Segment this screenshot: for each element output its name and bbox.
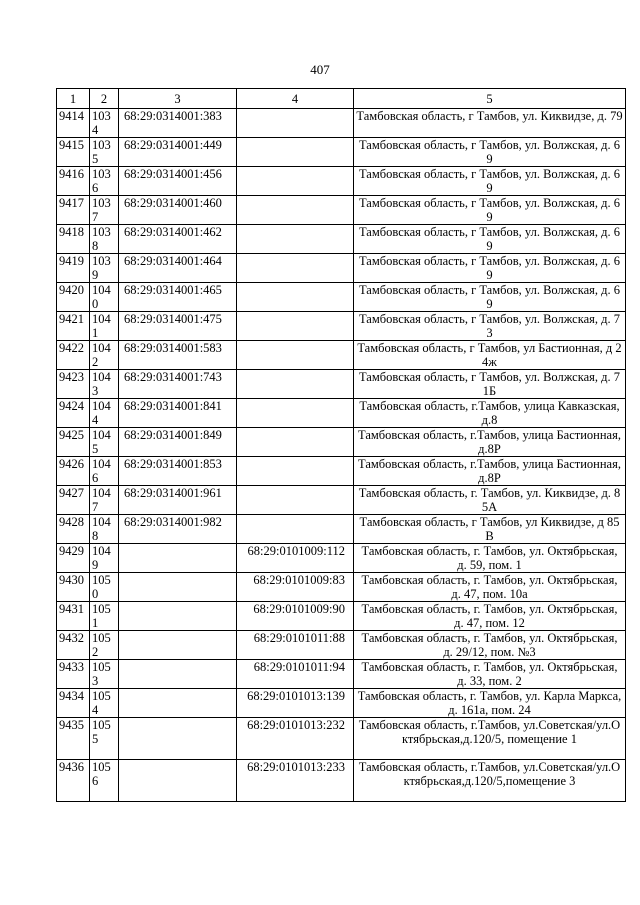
premises-cadastral-cell: 68:29:0101011:88 [237,631,354,660]
premises-cadastral-cell [237,515,354,544]
address-cell: Тамбовская область, г. Тамбов, ул. Октябрьская, д. 47, пом. 12 [354,602,626,631]
item-number-cell: 1043 [90,370,119,399]
address-cell: Тамбовская область, г.Тамбов, ул.Советская/ул.Октябрьская,д.120/5, помещение 1 [354,718,626,760]
table-row [57,196,626,225]
premises-cadastral-cell [237,312,354,341]
row-number-cell: 9422 [57,341,90,370]
premises-cadastral-cell [237,109,354,138]
cadastral-number-cell: 68:29:0314001:961 [119,486,237,515]
row-number-cell: 9426 [57,457,90,486]
address-cell: Тамбовская область, г. Тамбов, ул. Октябрьская, д. 47, пом. 10а [354,573,626,602]
row-number-cell: 9419 [57,254,90,283]
address-cell: Тамбовская область, г Тамбов, ул. Волжская, д. 71Б [354,370,626,399]
row-number-cell: 9424 [57,399,90,428]
cadastral-number-cell: 68:29:0314001:853 [119,457,237,486]
item-number-cell: 1054 [90,689,119,718]
table-row [57,109,626,138]
address-cell: Тамбовская область, г. Тамбов, ул. Киквидзе, д. 85А [354,486,626,515]
address-cell: Тамбовская область, г Тамбов, ул. Волжская, д. 69 [354,225,626,254]
row-number-cell: 9434 [57,689,90,718]
premises-cadastral-cell: 68:29:0101013:233 [237,760,354,802]
table-row [57,760,626,802]
table-row [57,457,626,486]
cadastral-number-cell: 68:29:0314001:583 [119,341,237,370]
item-number-cell: 1035 [90,138,119,167]
premises-cadastral-cell: 68:29:0101011:94 [237,660,354,689]
premises-cadastral-cell: 68:29:0101009:112 [237,544,354,573]
address-cell: Тамбовская область, г Тамбов, ул. Волжская, д. 69 [354,283,626,312]
premises-cadastral-cell: 68:29:0101009:90 [237,602,354,631]
table-row [57,515,626,544]
premises-cadastral-cell [237,399,354,428]
row-number-cell: 9415 [57,138,90,167]
row-number-cell: 9436 [57,760,90,802]
row-number-cell: 9414 [57,109,90,138]
header-cell: 5 [354,89,626,109]
cadastral-number-cell: 68:29:0314001:456 [119,167,237,196]
cadastral-number-cell [119,544,237,573]
row-number-cell: 9421 [57,312,90,341]
premises-cadastral-cell [237,428,354,457]
header-cell: 1 [57,89,90,109]
page-number: 407 [310,62,330,77]
premises-cadastral-cell [237,167,354,196]
address-cell: Тамбовская область, г.Тамбов, улица Бастионная, д.8Р [354,428,626,457]
table-row [57,486,626,515]
address-cell: Тамбовская область, г. Тамбов, ул. Октябрьская, д. 29/12, пом. №3 [354,631,626,660]
cadastral-number-cell: 68:29:0314001:982 [119,515,237,544]
registry-table [56,88,626,802]
premises-cadastral-cell: 68:29:0101009:83 [237,573,354,602]
premises-cadastral-cell: 68:29:0101013:232 [237,718,354,760]
table-row [57,254,626,283]
address-cell: Тамбовская область, г Тамбов, ул Бастионная, д 24ж [354,341,626,370]
row-number-cell: 9431 [57,602,90,631]
row-number-cell: 9435 [57,718,90,760]
item-number-cell: 1056 [90,760,119,802]
cadastral-number-cell [119,602,237,631]
item-number-cell: 1045 [90,428,119,457]
address-cell: Тамбовская область, г Тамбов, ул. Волжская, д. 69 [354,138,626,167]
cadastral-number-cell [119,689,237,718]
cadastral-number-cell [119,573,237,602]
item-number-cell: 1055 [90,718,119,760]
cadastral-number-cell: 68:29:0314001:449 [119,138,237,167]
cadastral-number-cell: 68:29:0314001:849 [119,428,237,457]
premises-cadastral-cell [237,138,354,167]
table-row [57,718,626,760]
item-number-cell: 1041 [90,312,119,341]
item-number-cell: 1052 [90,631,119,660]
row-number-cell: 9423 [57,370,90,399]
table-row [57,225,626,254]
table-row [57,283,626,312]
item-number-cell: 1040 [90,283,119,312]
cadastral-number-cell [119,760,237,802]
premises-cadastral-cell [237,225,354,254]
table-row [57,631,626,660]
address-cell: Тамбовская область, г. Тамбов, ул. Октябрьская, д. 33, пом. 2 [354,660,626,689]
table-row [57,312,626,341]
premises-cadastral-cell [237,254,354,283]
row-number-cell: 9432 [57,631,90,660]
table-row [57,370,626,399]
item-number-cell: 1053 [90,660,119,689]
table-row [57,428,626,457]
table-row [57,573,626,602]
cadastral-number-cell [119,660,237,689]
cadastral-number-cell [119,631,237,660]
header-cell: 4 [237,89,354,109]
row-number-cell: 9428 [57,515,90,544]
item-number-cell: 1046 [90,457,119,486]
row-number-cell: 9427 [57,486,90,515]
cadastral-number-cell: 68:29:0314001:743 [119,370,237,399]
cadastral-number-cell: 68:29:0314001:475 [119,312,237,341]
table-row [57,689,626,718]
cadastral-number-cell [119,718,237,760]
header-row [57,89,626,109]
row-number-cell: 9425 [57,428,90,457]
address-cell: Тамбовская область, г.Тамбов, улица Кавказская, д.8 [354,399,626,428]
cadastral-number-cell: 68:29:0314001:465 [119,283,237,312]
table-row [57,660,626,689]
item-number-cell: 1050 [90,573,119,602]
cadastral-number-cell: 68:29:0314001:460 [119,196,237,225]
item-number-cell: 1049 [90,544,119,573]
table-body [57,89,626,802]
item-number-cell: 1036 [90,167,119,196]
address-cell: Тамбовская область, г Тамбов, ул. Волжская, д. 69 [354,196,626,225]
cadastral-number-cell: 68:29:0314001:462 [119,225,237,254]
item-number-cell: 1042 [90,341,119,370]
header-cell: 2 [90,89,119,109]
premises-cadastral-cell [237,370,354,399]
row-number-cell: 9429 [57,544,90,573]
item-number-cell: 1044 [90,399,119,428]
header-cell: 3 [119,89,237,109]
table-row [57,138,626,167]
row-number-cell: 9417 [57,196,90,225]
row-number-cell: 9420 [57,283,90,312]
cadastral-number-cell: 68:29:0314001:383 [119,109,237,138]
item-number-cell: 1039 [90,254,119,283]
item-number-cell: 1051 [90,602,119,631]
premises-cadastral-cell: 68:29:0101013:139 [237,689,354,718]
row-number-cell: 9418 [57,225,90,254]
address-cell: Тамбовская область, г Тамбов, ул. Волжская, д. 69 [354,167,626,196]
table-row [57,602,626,631]
row-number-cell: 9430 [57,573,90,602]
premises-cadastral-cell [237,283,354,312]
table-row [57,399,626,428]
cadastral-number-cell: 68:29:0314001:841 [119,399,237,428]
row-number-cell: 9416 [57,167,90,196]
item-number-cell: 1037 [90,196,119,225]
premises-cadastral-cell [237,486,354,515]
cadastral-number-cell: 68:29:0314001:464 [119,254,237,283]
item-number-cell: 1047 [90,486,119,515]
address-cell: Тамбовская область, г. Тамбов, ул. Карла Маркса, д. 161а, пом. 24 [354,689,626,718]
address-cell: Тамбовская область, г Тамбов, ул. Киквидзе, д. 79 [354,109,626,138]
premises-cadastral-cell [237,196,354,225]
address-cell: Тамбовская область, г Тамбов, ул. Волжская, д. 73 [354,312,626,341]
item-number-cell: 1048 [90,515,119,544]
table-row [57,341,626,370]
premises-cadastral-cell [237,341,354,370]
row-number-cell: 9433 [57,660,90,689]
address-cell: Тамбовская область, г Тамбов, ул Киквидзе, д 85В [354,515,626,544]
table-row [57,544,626,573]
item-number-cell: 1038 [90,225,119,254]
item-number-cell: 1034 [90,109,119,138]
address-cell: Тамбовская область, г Тамбов, ул. Волжская, д. 69 [354,254,626,283]
address-cell: Тамбовская область, г.Тамбов, ул.Советская/ул.Октябрьская,д.120/5,помещение 3 [354,760,626,802]
address-cell: Тамбовская область, г. Тамбов, ул. Октябрьская, д. 59, пом. 1 [354,544,626,573]
premises-cadastral-cell [237,457,354,486]
address-cell: Тамбовская область, г.Тамбов, улица Бастионная, д.8Р [354,457,626,486]
table-row [57,167,626,196]
